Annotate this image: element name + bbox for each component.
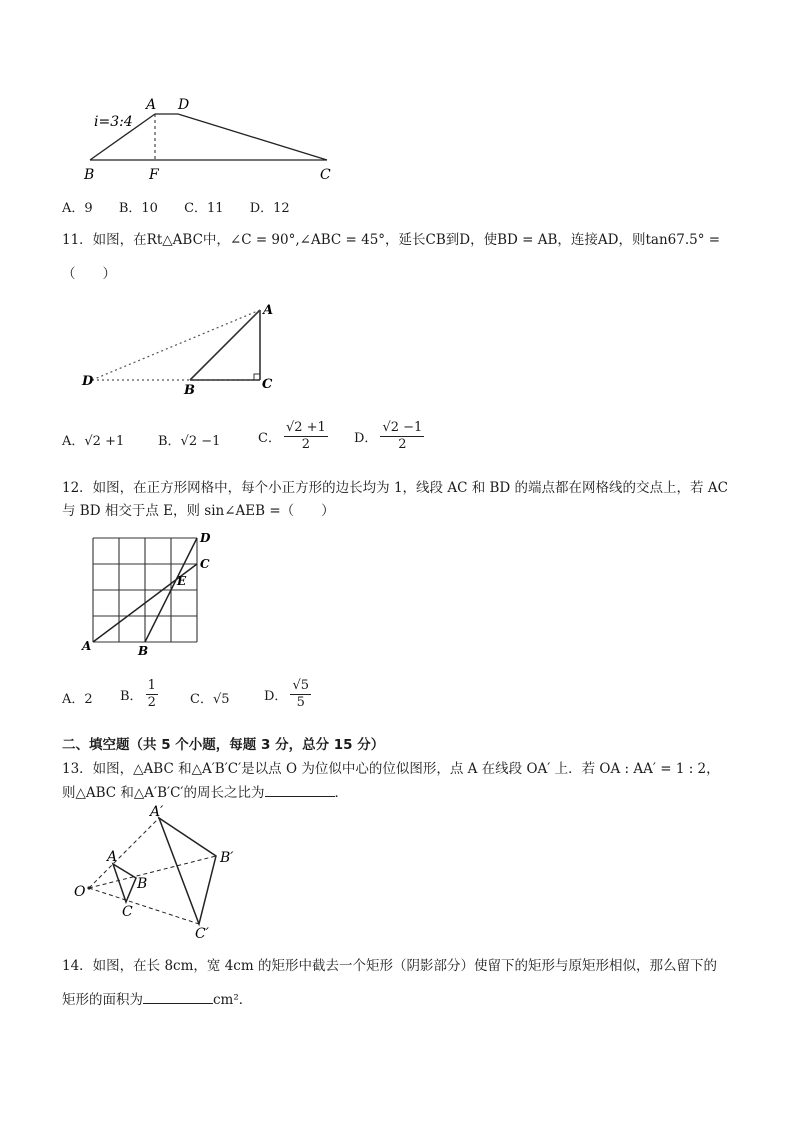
q11-option-c-denominator: 2 xyxy=(301,437,311,452)
q10-option-b[interactable]: B．10 xyxy=(118,201,158,216)
q10-option-a[interactable]: A．9 xyxy=(62,201,93,216)
q12-option-d-fraction xyxy=(290,678,311,711)
q12-option-c[interactable]: C．√5 xyxy=(190,692,230,707)
q13-text-line1: 13．如图，△ABC 和△A′B′C′是以点 O 为位似中心的位似图形，点 A 在线段 OA′ 上．若 OA : AA′ = 1 : 2， xyxy=(62,761,720,777)
q12-label-c: C xyxy=(200,557,210,571)
q11-option-d-fraction xyxy=(380,420,424,453)
q12-grid xyxy=(93,538,197,642)
q10-label-slope: i=3:4 xyxy=(94,114,133,130)
q13-label-b: B xyxy=(137,876,148,892)
q11-right-angle-mark xyxy=(254,374,260,380)
q10-label-b: B xyxy=(84,167,95,183)
q11-line-ab xyxy=(190,310,260,380)
q13-text-line2-post: ． xyxy=(334,785,348,801)
q10-line-dc xyxy=(178,114,327,160)
q13-ray-oa1 xyxy=(89,818,159,888)
q11-option-d-denominator: 2 xyxy=(398,437,407,452)
q12-option-b[interactable] xyxy=(120,678,161,711)
q11-option-c-numerator: √2 +1 xyxy=(285,420,326,435)
q10-figure xyxy=(80,92,350,184)
q14-answer-blank[interactable] xyxy=(143,991,213,1004)
q14-text-line2 xyxy=(62,988,252,1008)
q12-option-d-numerator: √5 xyxy=(292,678,309,693)
q10-option-d[interactable]: D．12 xyxy=(249,201,290,216)
q12-option-b-denominator: 2 xyxy=(147,695,156,710)
q10-option-c[interactable]: C．11 xyxy=(184,201,224,216)
q11-option-c-fraction xyxy=(284,420,328,453)
q11-line-ad xyxy=(92,310,260,380)
q11-text-line1: 11．如图，在Rt△ABC中，∠C = 90°,∠ABC = 45°，延长CB到D，使BD = AB，连接AD，则tan67.5° = xyxy=(62,232,721,248)
q13-triangle-abc xyxy=(113,864,136,902)
q12-option-d-denominator: 5 xyxy=(296,695,305,710)
q12-label-a: A xyxy=(82,639,92,653)
q13-ray-oc1 xyxy=(89,888,199,924)
q11-label-c: C xyxy=(262,377,273,392)
q13-label-b1: B′ xyxy=(220,850,234,866)
q13-label-c: C xyxy=(122,904,133,920)
q11-label-b: B xyxy=(184,383,195,398)
q12-option-b-numerator: 1 xyxy=(147,678,156,693)
section-heading: 二、填空题（共 5 个小题，每题 3 分，总分 15 分） xyxy=(62,737,385,753)
q11-option-d[interactable] xyxy=(354,420,427,453)
q11-option-a[interactable]: A．√2 +1 xyxy=(62,434,125,449)
q14-text-line2-pre: 矩形的面积为 xyxy=(62,992,143,1008)
q13-answer-blank[interactable] xyxy=(265,784,335,797)
q10-label-c: C xyxy=(320,167,331,183)
q10-label-f: F xyxy=(149,167,159,183)
q12-option-d[interactable] xyxy=(264,678,314,711)
q11-text-line2: （ ） xyxy=(62,266,116,282)
q12-text-line1: 12．如图，在正方形网格中，每个小正方形的边长均为 1，线段 AC 和 BD 的端点都在网格线的交点上，若 AC xyxy=(62,480,728,496)
q12-text-line2: 与 BD 相交于点 E，则 sin∠AEB =（ ） xyxy=(62,503,335,519)
q10-label-a: A xyxy=(146,97,157,113)
q13-text-line2-pre: 则△ABC 和△A′B′C′的周长之比为 xyxy=(62,785,265,801)
q12-option-a[interactable]: A．2 xyxy=(62,692,93,707)
q10-label-d: D xyxy=(178,97,190,113)
q13-figure xyxy=(70,804,250,940)
q12-figure xyxy=(78,528,218,658)
q12-option-b-fraction xyxy=(146,678,158,711)
q11-option-c[interactable] xyxy=(258,420,331,453)
q13-text-line2 xyxy=(62,781,348,801)
q14-text-line1: 14．如图，在长 8cm，宽 4cm 的矩形中截去一个矩形（阴影部分）使留下的矩形与原矩形相似，那么留下的 xyxy=(62,958,717,974)
q13-label-a1: A′ xyxy=(150,804,164,820)
q10-options xyxy=(62,197,312,216)
q12-option-d-label: D． xyxy=(264,689,288,704)
q12-label-b: B xyxy=(138,644,149,658)
q12-label-e: E xyxy=(177,574,187,588)
q11-label-a: A xyxy=(263,303,274,318)
q13-label-o: O xyxy=(74,884,86,900)
q12-label-d: D xyxy=(200,531,211,545)
q11-option-d-numerator: √2 −1 xyxy=(382,420,423,435)
q14-text-line2-post: cm²． xyxy=(213,992,253,1008)
q13-point-o xyxy=(87,886,90,889)
q11-option-c-label: C． xyxy=(258,431,281,446)
q11-figure xyxy=(78,298,288,398)
q12-option-b-label: B． xyxy=(120,689,143,704)
q13-label-a: A xyxy=(107,849,118,865)
q13-label-c1: C′ xyxy=(195,926,209,940)
q11-label-d: D xyxy=(82,374,94,389)
q11-option-b[interactable]: B．√2 −1 xyxy=(158,434,221,449)
q13-triangle-a1b1c1 xyxy=(159,818,216,924)
q11-option-d-label: D． xyxy=(354,431,378,446)
